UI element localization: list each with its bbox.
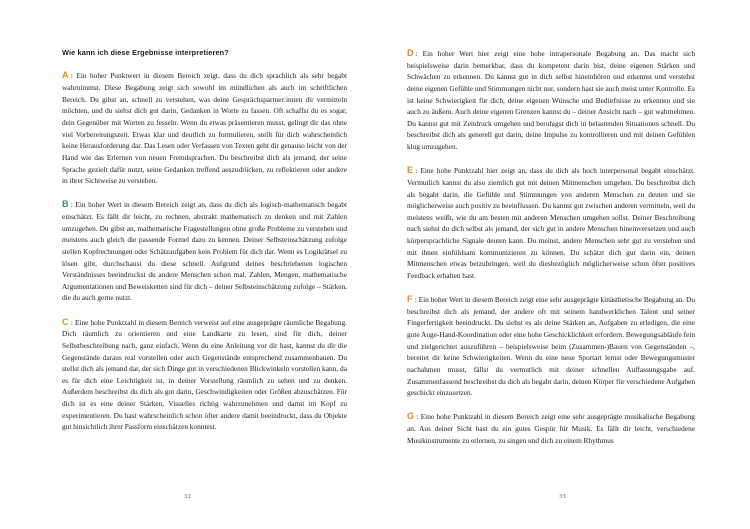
paragraph-f-text: Ein hoher Wert in diesem Bereich zeigt eine sehr ausgeprägte kinästhetische Begabung an. Du beschreibst dich als jemand, der andere oft mit seinem handwerklichen Talent und seiner Fingerfertigkeit beeindruckt. Du siehst es als deine Stärken an, Aufgaben zu erledigen, die eine gute Auge-Hand-Koordination oder eine hohe Geschicklichkeit erfordern. Bewegungsabläufe fein und zielgerichtet auszuführen – beispielsweise beim (Zusammen-)Bauen von Gegenständen –, bereitet dir keine Schwierigkeiten. Wenn du eine neue Sportart lernst oder Bewegungsmuster nachahmen musst, fällst du vermutlich mit deiner schnellen Auffassungsgabe auf. Zusammenfassend beschreibst du dich als begabt darin, deinen Körper für verschiedene Aufgaben geschickt einzusetzen. [407, 295, 695, 398]
marker-colon-b: : [70, 200, 73, 210]
marker-colon-a: : [70, 71, 73, 81]
paragraph-c [62, 317, 347, 433]
section-marker-g: G [407, 411, 415, 422]
marker-colon-e: : [415, 166, 418, 176]
section-marker-c: C [62, 316, 69, 327]
marker-colon-d: : [415, 49, 418, 58]
section-marker-d: D [407, 48, 414, 58]
paragraph-d [407, 48, 695, 153]
marker-colon-g: : [416, 412, 419, 422]
paragraph-b [62, 199, 347, 304]
section-marker-f: F [407, 294, 413, 305]
paragraph-d-text: Ein hoher Wert hier zeigt eine hohe intrapersonale Begabung an. Das macht sich beispielsweise darin bemerkbar, dass du kompetent darin bist, deine eigenen Stärken und Schwächen zu erkennen. Du kannst gut in dich selbst hineinhören und erkennst und verstehst deine eigenen Gefühle und Stimmungen nicht nur, sondern hast sie auch meist unter Kontrolle. Es ist keine Schwierigkeit für dich, deine eigenen Wünsche und Bedürfnisse zu erkennen und sie auch zu äußern. Auch deine eigenen Grenzen kannst du – deiner Ansicht nach – gut wahrnehmen. Du kannst gut mit Zeitdruck umgehen und beruhigst dich in belastenden Situationen schnell. Du beschreibst dich als generell gut darin, deine Impulse zu kontrollieren und mit deinen Gefühlen klug umzugehen. [407, 49, 695, 152]
page-number-left: 32 [184, 493, 191, 500]
paragraph-f [407, 294, 695, 399]
paragraph-c-text: Eine hohe Punktzahl in diesem Bereich verweist auf eine ausgeprägte räumliche Begabung. Dich räumlich zu orientieren und eine Landkarte zu lesen, sind für dich, deiner Selbstbeschreibung nach, ganz einfach. Wenn du eine Anleitung vor dir hast, kannst du dir die Gegenstände daraus real vorstellen oder auch Gegenstände entsprechend zusammenbauen. Du stellst dich als jemand dar, der sich Dinge gut in verschiedenen Blickwinkeln vorstellen kann, da es für dich eine Leichtigkeit ist, in deiner Vorstellung räumlich zu sehen und zu denken. Außerdem beschreibst du dich als gut darin, Geschwindigkeiten oder Größen abzuschätzen. Für dich ist es eine deiner Stärken, Visuelles richtig wahrzunehmen und damit im Kopf zu experimentieren. Du hast wahrscheinlich schon öfter andere damit beeindruckt, dass du Objekte gut hinsichtlich ihrer Passform einschätzen konntest. [62, 317, 347, 432]
section-marker-b: B [62, 199, 69, 210]
marker-colon-f: : [414, 295, 417, 305]
paragraph-a [62, 70, 347, 186]
right-page-column [375, 0, 750, 529]
paragraph-b-text: Ein hoher Wert in diesem Bereich zeigt an, dass du dich als logisch-mathematisch begabt einschätzt. Es fällt dir leicht, zu rechnen, abstrakt mathematisch zu denken und mit Zahlen umzugehen. Du gibst an, mathematische Fragestellungen ohne große Probleme zu verstehen und meistens auch gleich die passende Formel dazu zu kennen. Deiner Selbsteinschätzung zufolge stellen Kopfrechnungen oder Schätzaufgaben kein Problem für dich dar. Wenn es Logikrätsel zu lösen gibt, durchschaust du diese schnell. Aufgrund deines beschriebenen logischen Verständnisses beeindruckst du andere Menschen schon mal. Zahlen, Mengen, mathematische Argumentationen und Beweisketten sind für dich – deiner Selbsteinschätzung zufolge – Stärken, die du auch gerne nutzt. [62, 200, 347, 303]
section-marker-e: E [407, 165, 414, 176]
section-marker-a: A [62, 70, 69, 81]
paragraph-e-text: Eine hohe Punktzahl hier zeigt an, dass du dich als hoch interpersonal begabt einschätzt. Vermutlich kannst du also ziemlich gut mit deinen Mitmenschen umgehen. Du beschreibst dich als begabt darin, die Gefühle und Stimmungen von anderen Menschen zu deuten und sie möglicherweise auch positiv zu beeinflussen. Du kannst gut zwischen anderen vermitteln, weil du meistens weißt, wie du am besten mit anderen Menschen umgehen sollst. Deiner Beschreibung nach siehst du dich selbst als jemand, der sich gut in andere Menschen hineinversetzen und auch körpersprachliche Signale deuten kann. Du meinst, andere Menschen sehr gut zu verstehen und mit ihnen einfühlsam kommunizieren zu können. Du schätzt dich gut darin ein, deinen Mitmenschen etwas beizubringen, weil du diesbezüglich möglicherweise schon öfter positives Feedback erhalten hast. [407, 166, 695, 280]
page-title: Wie kann ich diese Ergebnisse interpretieren? [62, 48, 229, 57]
paragraph-a-text: Ein hoher Punktwert in diesem Bereich zeigt, dass du dich sprachlich als sehr begabt wahrnimmst. Diese Begabung zeigt sich sowohl im mündlichen als auch im schriftlichen Bereich. Du gibst an, schnell zu verstehen, was deine Gesprächspartner:innen dir vermitteln möchten, und du siehst dich gut darin, Gedanken in Worte zu fassen. Oft schaffst du es sogar, dein Gegenüber mit Worten zu fesseln. Wenn du etwas präsentieren musst, gelingt dir das ohne viel Vorbereitungszeit. Etwas klar und deutlich zu formulieren, stellt für dich wahrscheinlich keine Herausforderung dar. Das Lesen oder Verfassen von Texten geht dir genauso leicht von der Hand wie das Erlernen von neuen Fremdsprachen. Du beschreibst dich als jemand, der seine Sprache gezielt dafür nutzt, seine Gedanken treffend auszudrücken, zu reflektieren oder andere in ihrer Sichtweise zu verstehen. [62, 71, 347, 186]
page-number-right: 33 [559, 493, 566, 500]
marker-colon-c: : [70, 317, 73, 327]
paragraph-e [407, 165, 695, 281]
paragraph-g [407, 411, 695, 446]
paragraph-g-text: Eine hohe Punktzahl in diesem Bereich zeigt eine sehr ausgeprägte musikalische Begabung an. Aus deiner Sicht hast du ein gutes Gespür für Musik. Es fällt dir leicht, verschiedene Musikinstrumente zu erlernen, zu singen und dich zu einem Rhythmus [407, 412, 695, 445]
